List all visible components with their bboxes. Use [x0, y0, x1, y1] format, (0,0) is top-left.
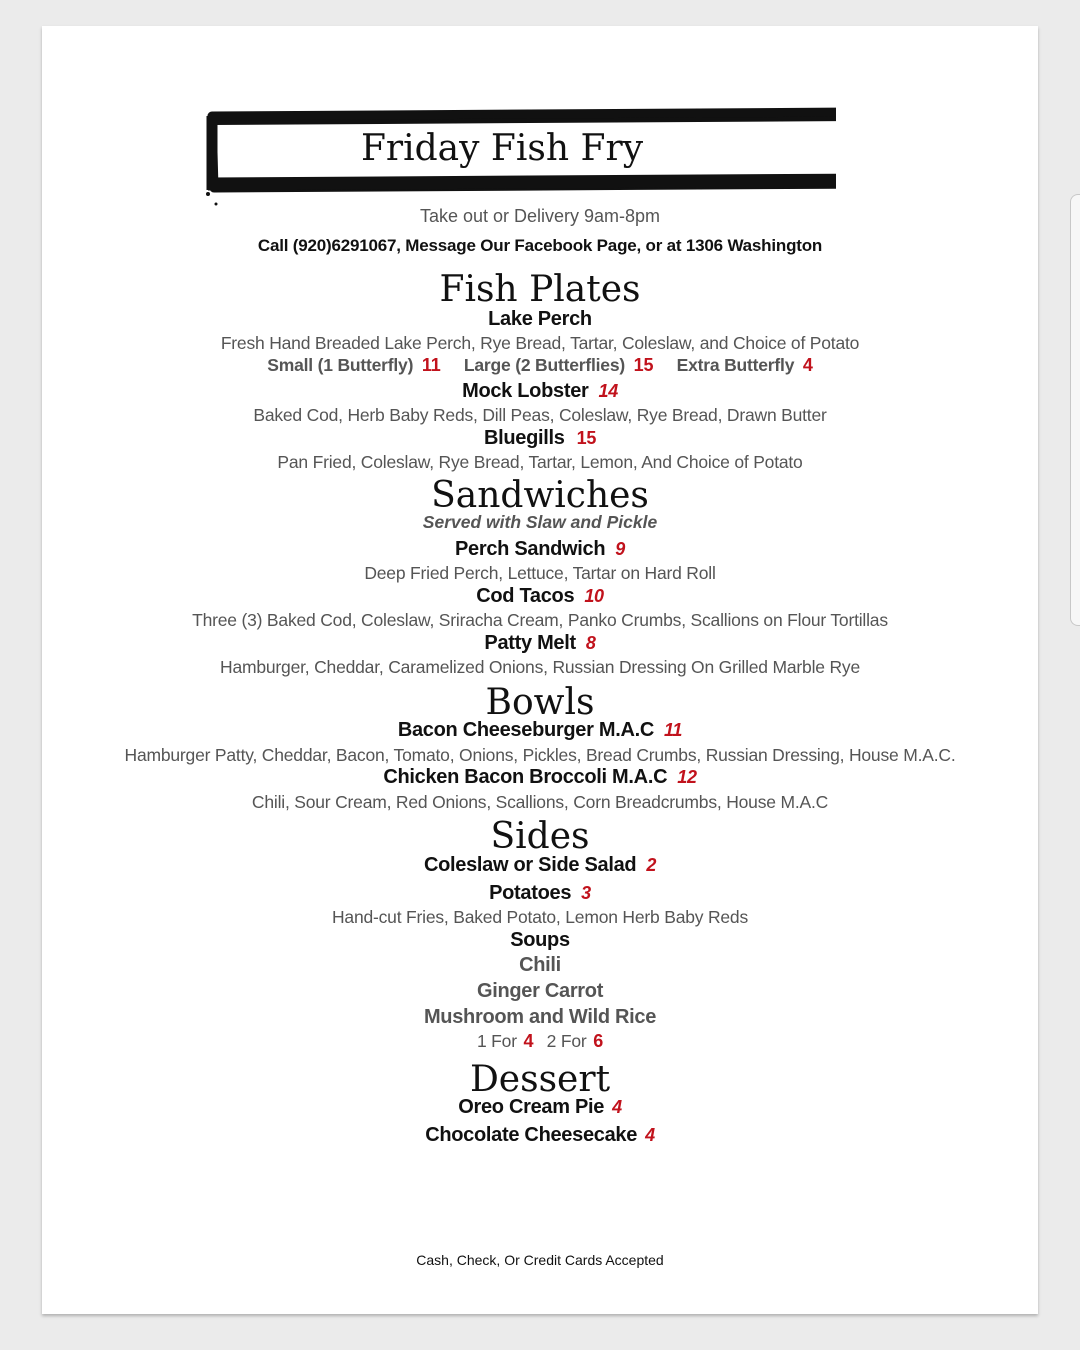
- item-patty-melt: [0, 632, 1080, 655]
- perch-sandwich-price: 9: [615, 539, 625, 559]
- item-mock-lobster: [0, 380, 1080, 403]
- potatoes-price: 3: [581, 883, 591, 903]
- cheesecake-price: 4: [645, 1125, 655, 1145]
- section-dessert: Dessert: [469, 1059, 611, 1100]
- size-extra-label: Extra Butterfly: [676, 355, 795, 375]
- bacon-mac-name: Bacon Cheeseburger M.A.C: [397, 719, 655, 741]
- bluegills-name: Bluegills: [483, 427, 565, 449]
- contact-text: Call (920)6291067, Message Our Facebook Page, or at 1306 Washington: [257, 236, 823, 255]
- potatoes-name: Potatoes: [489, 882, 572, 904]
- item-potatoes: [0, 882, 1080, 905]
- desc-cod-tacos: Three (3) Baked Cod, Coleslaw, Sriracha Cream, Panko Crumbs, Scallions on Flour Tortillas: [192, 610, 888, 630]
- sandwiches-subtitle: Served with Slaw and Pickle: [422, 512, 658, 532]
- lake-perch-sizes: [0, 355, 1080, 376]
- soup-two-label: 2 For: [546, 1031, 587, 1051]
- price-extra: 4: [802, 355, 813, 375]
- chicken-mac-name: Chicken Bacon Broccoli M.A.C: [383, 766, 668, 788]
- soup-one-label: 1 For: [476, 1031, 517, 1051]
- item-chicken-mac: [0, 766, 1080, 789]
- section-bowls: Bowls: [485, 682, 595, 723]
- cod-tacos-name: Cod Tacos: [476, 585, 575, 607]
- desc-bluegills: Pan Fried, Coleslaw, Rye Bread, Tartar, Lemon, And Choice of Potato: [277, 452, 803, 472]
- soup-pricing: [0, 1031, 1080, 1052]
- cod-tacos-price: 10: [584, 586, 604, 606]
- desc-chicken-mac: Chili, Sour Cream, Red Onions, Scallions, Corn Breadcrumbs, House M.A.C: [251, 792, 829, 812]
- item-coleslaw: [0, 854, 1080, 877]
- cheesecake-name: Chocolate Cheesecake: [425, 1124, 638, 1146]
- bluegills-price: 15: [576, 428, 597, 448]
- soup-ginger-carrot: Ginger Carrot: [476, 980, 604, 1002]
- soup-two-price: 6: [593, 1031, 604, 1051]
- item-chocolate-cheesecake: [0, 1124, 1080, 1147]
- oreo-pie-price: 4: [612, 1097, 622, 1117]
- desc-bacon-mac: Hamburger Patty, Cheddar, Bacon, Tomato, Onions, Pickles, Bread Crumbs, Russian Dressing, House M.A.C.: [124, 745, 956, 765]
- desc-patty-melt: Hamburger, Cheddar, Caramelized Onions, Russian Dressing On Grilled Marble Rye: [220, 657, 860, 677]
- soup-one-price: 4: [523, 1031, 534, 1051]
- desc-mock-lobster: Baked Cod, Herb Baby Reds, Dill Peas, Coleslaw, Rye Bread, Drawn Butter: [253, 405, 827, 425]
- size-large-label: Large (2 Butterflies): [463, 355, 625, 375]
- soup-chili: Chili: [519, 954, 561, 976]
- perch-sandwich-name: Perch Sandwich: [454, 538, 606, 560]
- desc-perch-sandwich: Deep Fried Perch, Lettuce, Tartar on Hard Roll: [364, 563, 716, 583]
- title-banner: [168, 72, 836, 212]
- price-large: 15: [633, 355, 654, 375]
- section-sides: Sides: [490, 816, 590, 857]
- mock-lobster-name: Mock Lobster: [462, 380, 589, 402]
- coleslaw-name: Coleslaw or Side Salad: [423, 854, 637, 876]
- patty-melt-name: Patty Melt: [484, 632, 576, 654]
- mock-lobster-price: 14: [598, 381, 618, 401]
- item-oreo-pie: [0, 1096, 1080, 1119]
- section-sandwiches: Sandwiches: [431, 475, 649, 516]
- soup-mushroom-wild-rice: Mushroom and Wild Rice: [423, 1006, 657, 1028]
- coleslaw-price: 2: [646, 855, 657, 875]
- item-bacon-mac: [0, 719, 1080, 742]
- desc-potatoes: Hand-cut Fries, Baked Potato, Lemon Herb Baby Reds: [331, 907, 749, 927]
- oreo-pie-name: Oreo Cream Pie: [458, 1096, 605, 1118]
- bacon-mac-price: 11: [664, 720, 683, 740]
- size-small-label: Small (1 Butterfly): [267, 355, 414, 375]
- item-perch-sandwich: [0, 538, 1080, 561]
- item-cod-tacos: [0, 585, 1080, 608]
- item-soups: Soups: [510, 929, 570, 951]
- section-fish-plates: Fish Plates: [439, 269, 641, 310]
- item-bluegills: [0, 427, 1080, 450]
- hours-text: Take out or Delivery 9am-8pm: [419, 206, 661, 226]
- payment-note: Cash, Check, Or Credit Cards Accepted: [416, 1252, 664, 1268]
- price-small: 11: [421, 355, 441, 375]
- desc-lake-perch: Fresh Hand Breaded Lake Perch, Rye Bread, Tartar, Coleslaw, and Choice of Potato: [220, 333, 860, 353]
- patty-melt-price: 8: [585, 633, 596, 653]
- item-lake-perch: Lake Perch: [488, 308, 592, 330]
- chicken-mac-price: 12: [677, 767, 697, 787]
- page-title: Friday Fish Fry: [360, 128, 644, 169]
